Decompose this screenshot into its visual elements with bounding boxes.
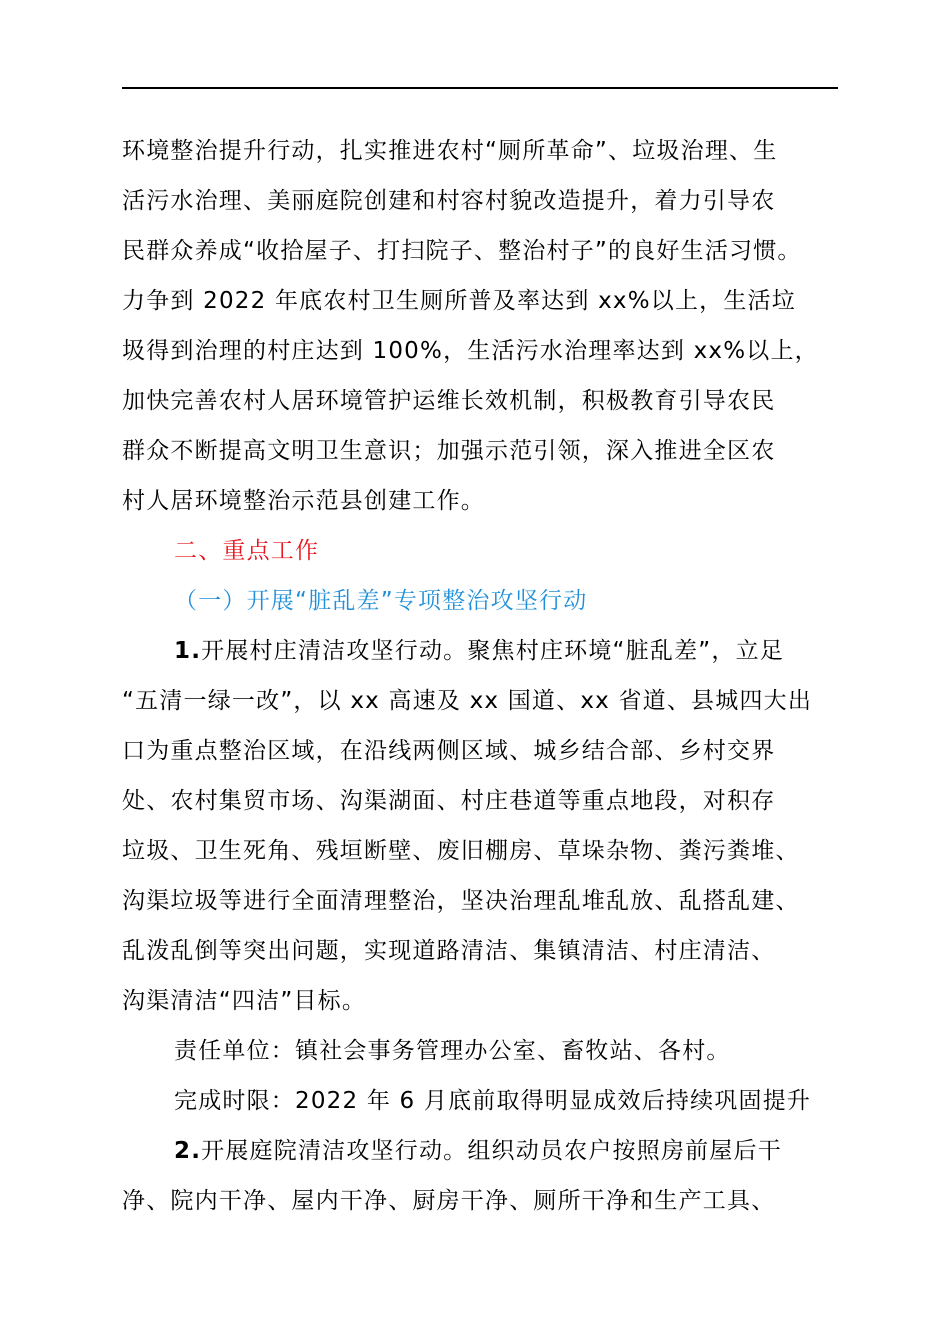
- section-heading: 二、重点工作: [174, 538, 320, 564]
- item-1-first-line: [122, 626, 838, 676]
- item-2-first-line-text: 开展庭院清洁攻坚行动。组织动员农户按照房前屋后干: [201, 1138, 782, 1164]
- responsible-unit: 责任单位：镇社会事务管理办公室、畜牧站、各村。: [174, 1038, 731, 1064]
- body-line: 沟渠清洁“四洁”目标。: [122, 988, 367, 1014]
- body-line: 垃圾、卫生死角、残垣断壁、废旧棚房、草垛杂物、粪污粪堆、: [122, 838, 800, 864]
- item-2-number: 2.: [174, 1138, 202, 1164]
- subsection-heading: （一）开展“脏乱差”专项整治攻坚行动: [174, 588, 588, 614]
- body-line: 净、院内干净、屋内干净、厨房干净、厕所干净和生产工具、: [122, 1188, 776, 1214]
- body-line: 处、农村集贸市场、沟渠湖面、村庄巷道等重点地段，对积存: [122, 788, 776, 814]
- body-line: 群众不断提高文明卫生意识；加强示范引领，深入推进全区农: [122, 438, 776, 464]
- deadline: 完成时限：2022 年 6 月底前取得明显成效后持续巩固提升: [174, 1088, 812, 1114]
- body-line: 民群众养成“收拾屋子、打扫院子、整治村子”的良好生活习惯。: [122, 238, 802, 264]
- body-line: “五清一绿一改”，以 xx 高速及 xx 国道、xx 省道、县城四大出: [122, 688, 813, 714]
- body-line: 加快完善农村人居环境管护运维长效机制，积极教育引导农民: [122, 388, 776, 414]
- body-line: 力争到 2022 年底农村卫生厕所普及率达到 xx%以上，生活垃: [122, 288, 796, 314]
- header-rule: [122, 87, 838, 89]
- body-line: 圾得到治理的村庄达到 100%，生活污水治理率达到 xx%以上，: [122, 338, 819, 364]
- body-line: 沟渠垃圾等进行全面清理整治，坚决治理乱堆乱放、乱搭乱建、: [122, 888, 800, 914]
- body-line: 环境整治提升行动，扎实推进农村“厕所革命”、垃圾治理、生: [122, 138, 778, 164]
- body-line: 活污水治理、美丽庭院创建和村容村貌改造提升，着力引导农: [122, 188, 776, 214]
- body-line: 乱泼乱倒等突出问题，实现道路清洁、集镇清洁、村庄清洁、: [122, 938, 776, 964]
- body-line: 口为重点整治区域，在沿线两侧区域、城乡结合部、乡村交界: [122, 738, 776, 764]
- body-line: 村人居环境整治示范县创建工作。: [122, 488, 485, 514]
- item-2-first-line: [122, 1126, 838, 1176]
- document-body: [122, 126, 838, 1226]
- item-1-first-line-text: 开展村庄清洁攻坚行动。聚焦村庄环境“脏乱差”，立足: [201, 638, 784, 664]
- item-1-number: 1.: [174, 638, 202, 664]
